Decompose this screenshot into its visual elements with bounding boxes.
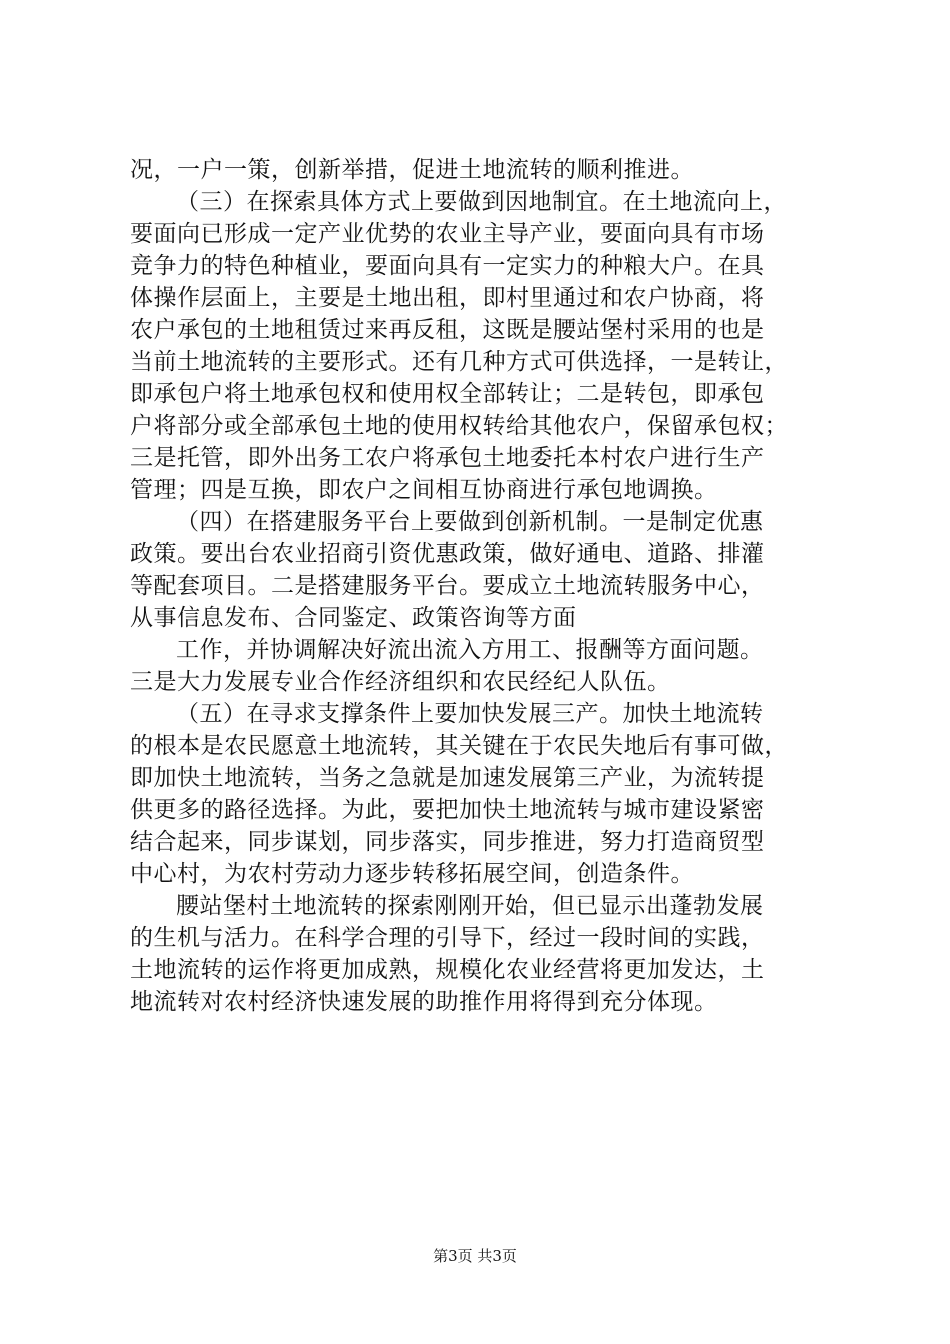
text-line: 农户承包的土地租赁过来再反租，这既是腰站堡村采用的也是 bbox=[130, 317, 765, 343]
paragraph-5-heading-line: （五）在寻求支撑条件上要加快发展三产。加快土地流转 bbox=[176, 701, 764, 727]
text-line: 政策。要出台农业招商引资优惠政策，做好通电、道路、排灌 bbox=[130, 541, 765, 567]
text-line: 三是托管，即外出务工农户将承包土地委托本村农户进行生产 bbox=[130, 445, 765, 471]
text-line: 户将部分或全部承包土地的使用权转给其他农户，保留承包权； bbox=[130, 413, 788, 439]
text-line: 三是大力发展专业合作经济组织和农民经纪人队伍。 bbox=[130, 669, 671, 695]
text-line: 的根本是农民愿意土地流转，其关键在于农民失地后有事可做， bbox=[130, 733, 788, 759]
text-line: 要面向已形成一定产业优势的农业主导产业，要面向具有市场 bbox=[130, 221, 765, 247]
page-number-footer: 第3页 共3页 bbox=[433, 1247, 517, 1265]
text-line: 工作，并协调解决好流出流入方用工、报酬等方面问题。 bbox=[176, 637, 764, 663]
text-line: 即承包户将土地承包权和使用权全部转让；二是转包，即承包 bbox=[130, 381, 765, 407]
text-line: 地流转对农村经济快速发展的助推作用将得到充分体现。 bbox=[130, 989, 718, 1015]
text-line: 土地流转的运作将更加成熟，规模化农业经营将更加发达，土 bbox=[130, 957, 765, 983]
paragraph-4-heading-line: （四）在搭建服务平台上要做到创新机制。一是制定优惠 bbox=[176, 509, 764, 535]
text-line: 结合起来，同步谋划，同步落实，同步推进，努力打造商贸型 bbox=[130, 829, 765, 855]
text-line: 等配套项目。二是搭建服务平台。要成立土地流转服务中心， bbox=[130, 573, 765, 599]
text-line: 竞争力的特色种植业，要面向具有一定实力的种粮大户。在具 bbox=[130, 253, 765, 279]
text-line: 管理；四是互换，即农户之间相互协商进行承包地调换。 bbox=[130, 477, 718, 503]
text-line: 中心村，为农村劳动力逐步转移拓展空间，创造条件。 bbox=[130, 861, 694, 887]
paragraph-3-heading-line: （三）在探索具体方式上要做到因地制宜。在土地流向上， bbox=[176, 189, 787, 215]
document-body bbox=[130, 154, 835, 1018]
text-line: 的生机与活力。在科学合理的引导下，经过一段时间的实践， bbox=[130, 925, 765, 951]
text-line: 体操作层面上，主要是土地出租，即村里通过和农户协商，将 bbox=[130, 285, 765, 311]
text-line: 况，一户一策，创新举措，促进土地流转的顺利推进。 bbox=[130, 157, 694, 183]
text-line: 从事信息发布、合同鉴定、政策咨询等方面 bbox=[130, 605, 577, 631]
text-line: 即加快土地流转，当务之急就是加速发展第三产业，为流转提 bbox=[130, 765, 765, 791]
text-line: 当前土地流转的主要形式。还有几种方式可供选择，一是转让， bbox=[130, 349, 788, 375]
conclusion-first-line: 腰站堡村土地流转的探索刚刚开始，但已显示出蓬勃发展 bbox=[176, 893, 764, 919]
text-line: 供更多的路径选择。为此，要把加快土地流转与城市建设紧密 bbox=[130, 797, 765, 823]
